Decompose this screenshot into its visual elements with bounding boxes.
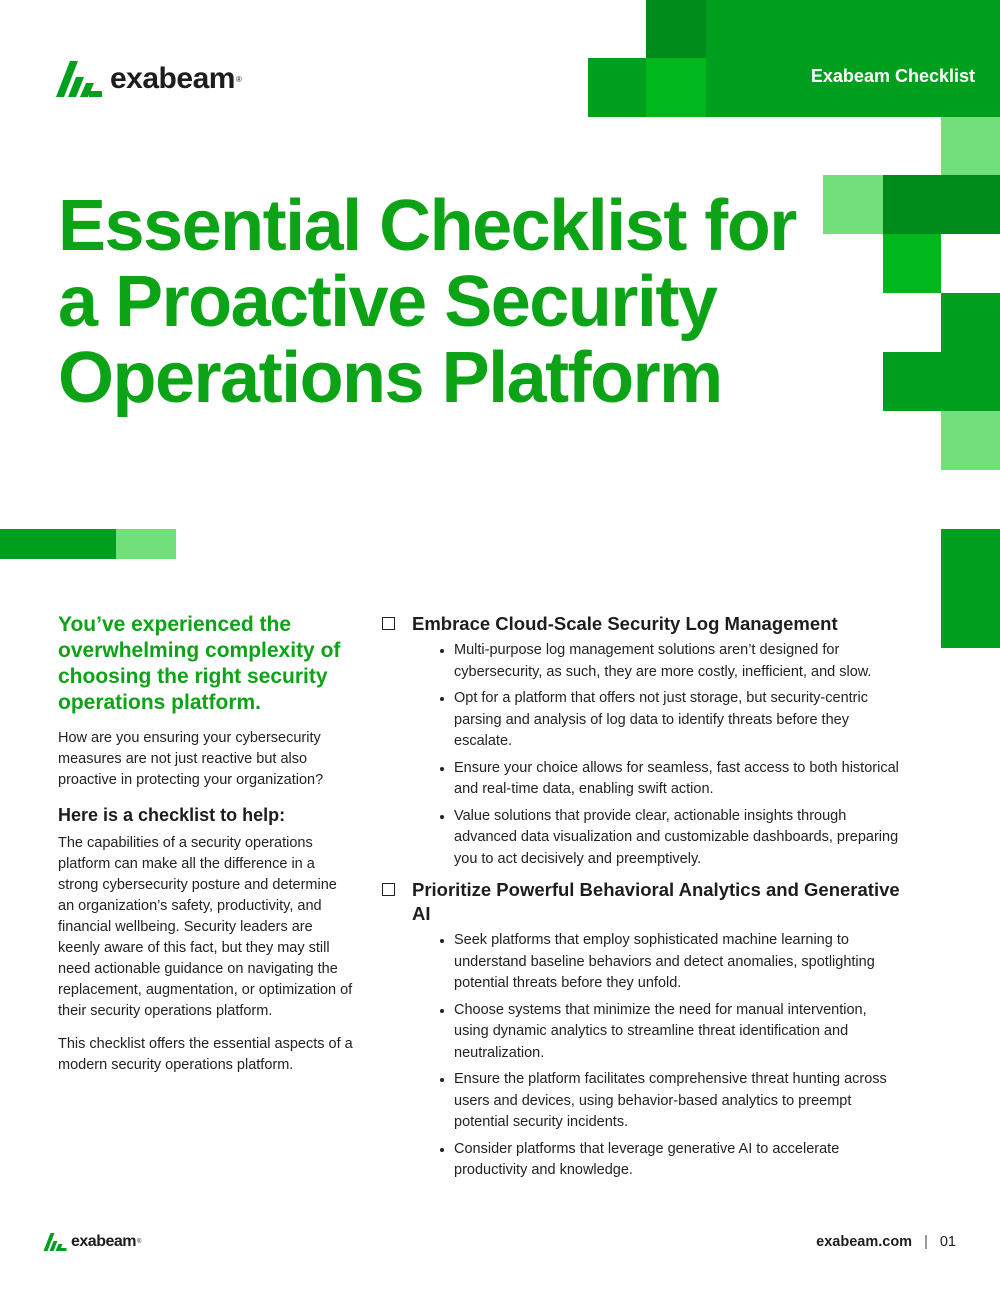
list-item: Value solutions that provide clear, actionable insights through advanced data visualization and customizable dashboards, preparing you to act decisively and preemptively. (440, 806, 902, 871)
decor-block (646, 0, 706, 58)
checklist (382, 612, 902, 1190)
decor-block (941, 529, 1000, 648)
footer-separator: | (924, 1234, 928, 1250)
bullet-list (382, 640, 902, 870)
page-title: Essential Checklist for a Proactive Security Operations Platform (58, 186, 796, 418)
decor-block (823, 175, 883, 234)
list-item: Consider platforms that leverage generative AI to accelerate productivity and knowledge. (440, 1139, 902, 1182)
list-item: Ensure your choice allows for seamless, fast access to both historical and real-time data, enabling swift action. (440, 758, 902, 801)
brand-logo (56, 61, 242, 97)
decor-block (941, 293, 1000, 352)
section-title: Prioritize Powerful Behavioral Analytics and Generative AI (412, 879, 900, 924)
footer-info (816, 1234, 956, 1250)
logo-wordmark: exabeam (71, 1233, 136, 1250)
logo-wordmark: exabeam (110, 62, 235, 95)
bullet-list (382, 930, 902, 1182)
decor-block (588, 58, 646, 117)
section-header (382, 878, 902, 926)
list-item: Ensure the platform facilitates comprehensive threat hunting across users and devices, using behavior-based analytics to preempt potential security incidents. (440, 1069, 902, 1134)
decor-block (883, 352, 1000, 411)
decor-block (883, 175, 1000, 234)
checklist-subheading: Here is a checklist to help: (58, 805, 286, 825)
intro-paragraph: The capabilities of a security operations platform can make all the difference in a strong cybersecurity posture and determine an organization’s safety, productivity, and financial wellbeing. Security leaders are keenly aware of this fact, but they may still need actionable guidance on navigating the replacement, augmentation, or optimization of their security operations platform. (58, 835, 353, 1019)
header-banner (706, 0, 1000, 117)
decor-block (0, 529, 116, 559)
checklist-section (382, 878, 902, 1182)
footer-site-link[interactable]: exabeam.com (816, 1234, 913, 1250)
checkbox-icon[interactable] (382, 617, 395, 630)
list-item: Multi-purpose log management solutions aren’t designed for cybersecurity, as such, they are more costly, inefficient, and slow. (440, 640, 902, 683)
intro-heading: You’ve experienced the overwhelming complexity of choosing the right security operations platform. (58, 613, 341, 714)
decor-block (941, 117, 1000, 175)
section-header (382, 612, 902, 636)
decor-block (646, 58, 706, 117)
registered-mark: ® (235, 74, 242, 84)
exabeam-logo-icon (43, 1233, 67, 1251)
registered-mark: ® (137, 1239, 142, 1245)
section-title: Embrace Cloud-Scale Security Log Management (412, 613, 838, 634)
decor-block (116, 529, 176, 559)
footer-logo (43, 1233, 141, 1251)
intro-question: How are you ensuring your cybersecurity measures are not just reactive but also proactive in protecting your organization? (58, 730, 324, 788)
header-label: Exabeam Checklist (810, 66, 975, 86)
exabeam-logo-icon (56, 61, 102, 97)
list-item: Opt for a platform that offers not just storage, but security-centric parsing and analysis of log data to identify threats before they escalate. (440, 688, 902, 753)
intro-paragraph: This checklist offers the essential aspects of a modern security operations platform. (58, 1036, 353, 1073)
page-number: 01 (939, 1234, 956, 1250)
decor-block (883, 234, 941, 293)
checkbox-icon[interactable] (382, 883, 395, 896)
intro-column (58, 612, 353, 1088)
checklist-section (382, 612, 902, 870)
decor-block (941, 411, 1000, 470)
list-item: Seek platforms that employ sophisticated machine learning to understand baseline behaviors and detect anomalies, spotlighting potential threats before they unfold. (440, 930, 902, 995)
list-item: Choose systems that minimize the need for manual intervention, using dynamic analytics to streamline threat identification and neutralization. (440, 1000, 902, 1065)
